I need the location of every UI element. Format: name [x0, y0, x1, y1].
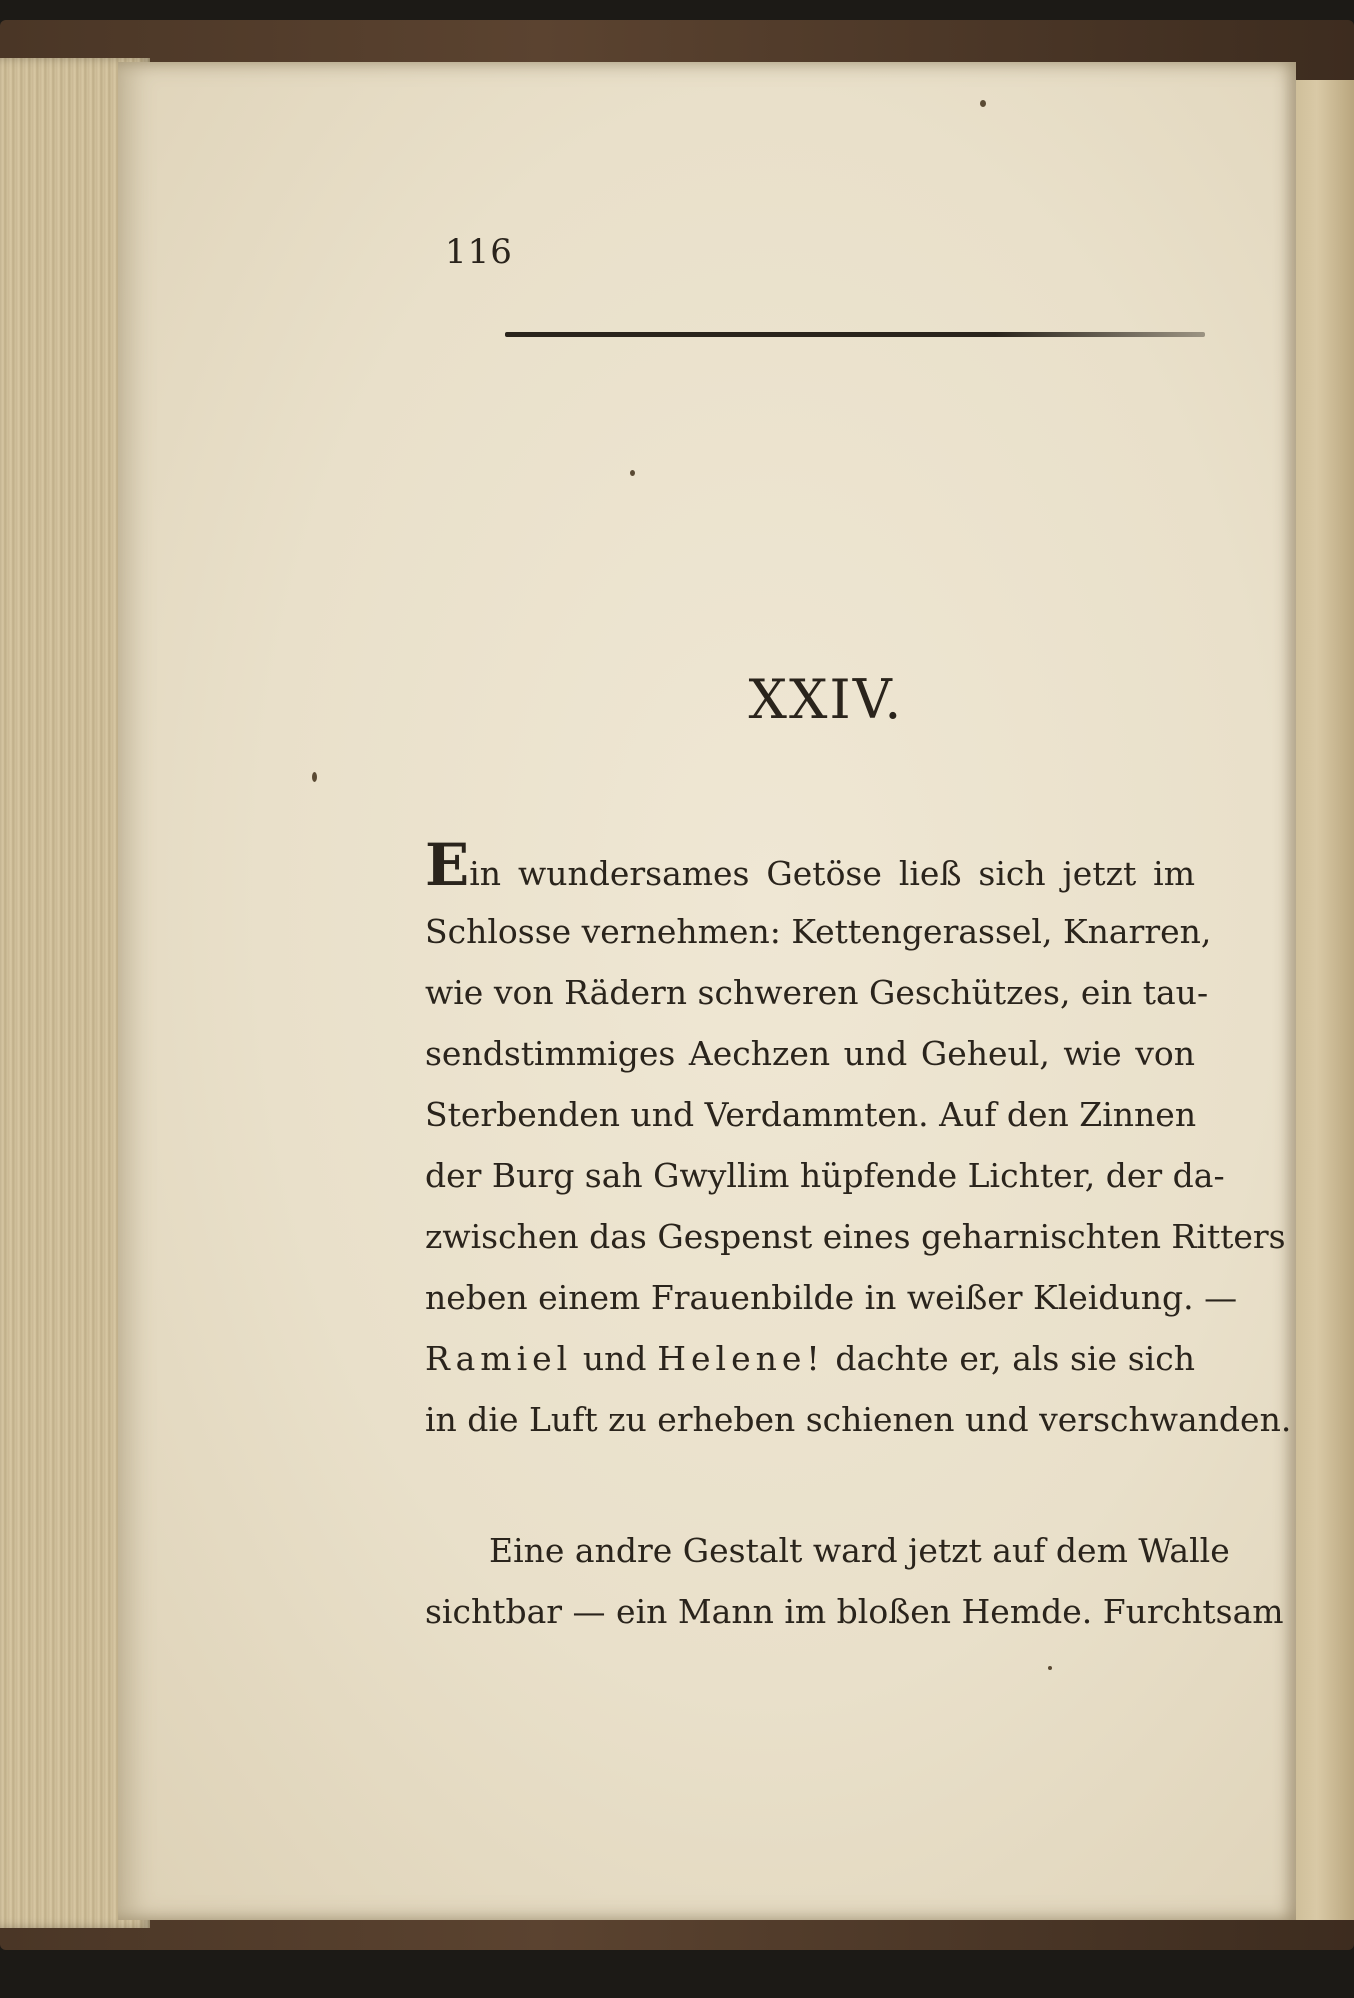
paragraph-1	[425, 831, 1292, 1450]
name-ramiel: Ramiel	[425, 1339, 573, 1378]
ink-speck	[1048, 1666, 1052, 1670]
text-line: neben einem Frauenbilde in weißer Kleidung. —	[425, 1278, 1238, 1317]
name-helene: Helene!	[657, 1339, 825, 1378]
text-line: sichtbar — ein Mann im bloßen Hemde. Furchtsam	[425, 1592, 1284, 1631]
header-rule	[505, 332, 1205, 337]
drop-initial: E	[425, 831, 470, 899]
chapter-title: XXIV.	[748, 668, 904, 731]
text-line: sendstimmiges Aechzen und Geheul, wie von	[425, 1034, 1195, 1073]
ink-speck	[630, 470, 635, 476]
page-number: 116	[445, 232, 513, 272]
text-line-rest: dachte er, als sie sich	[824, 1339, 1195, 1378]
text-line: wie von Rädern schweren Geschützes, ein tau-	[425, 973, 1209, 1012]
text-line: in die Luft zu erheben schienen und verschwanden.	[425, 1400, 1292, 1439]
text-line: Eine andre Gestalt ward jetzt auf dem Walle	[489, 1531, 1230, 1570]
text-line: zwischen das Gespenst eines geharnischten Ritters	[425, 1217, 1286, 1256]
text-line	[425, 1328, 1195, 1389]
ink-speck	[312, 772, 317, 782]
text-line: Sterbenden und Verdammten. Auf den Zinnen	[425, 1095, 1197, 1134]
text-line	[425, 831, 1195, 901]
text-line: Schlosse vernehmen: Kettengerassel, Knarren,	[425, 912, 1212, 951]
right-page-edge	[1292, 80, 1354, 1920]
paragraph-2	[425, 1520, 1284, 1642]
text-line: der Burg sah Gwyllim hüpfende Lichter, der da-	[425, 1156, 1225, 1195]
ink-speck	[980, 100, 986, 107]
conjunction: und	[572, 1339, 658, 1378]
text-line-content: in wundersames Getöse ließ sich jetzt im	[469, 854, 1195, 893]
